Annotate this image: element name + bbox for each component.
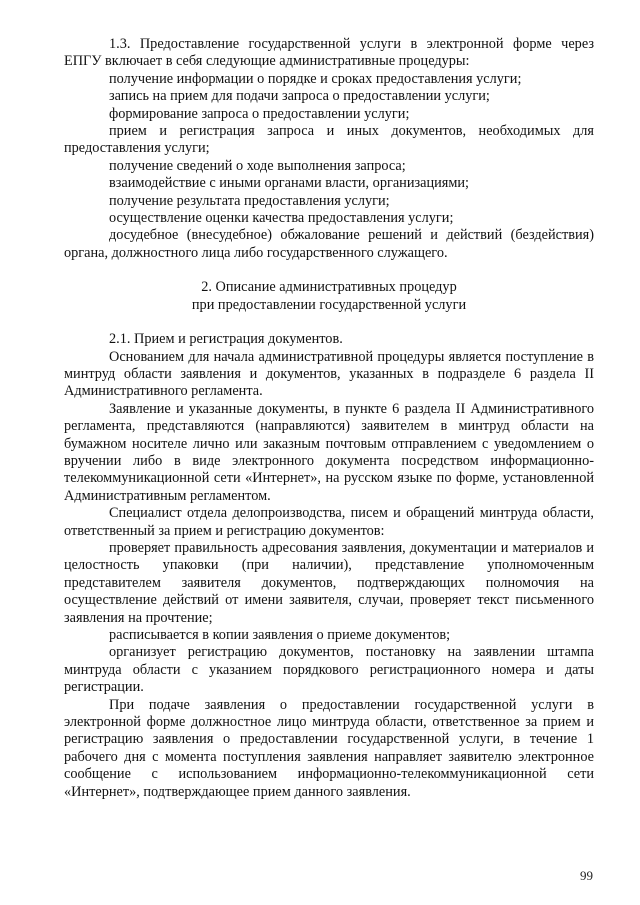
paragraph: При подаче заявления о предоставлении государственной услуги в электронной форме должностное лицо минтруда области, ответственное за прием и регистрацию заявления о предоставлении государственной услуги, в течение 1 рабочего дня с момента поступления заявления направляет заявителю электронное сообщение с использованием информационно-телекоммуникационной сети «Интернет», подтверждающее прием данного заявления. xyxy=(64,696,594,800)
paragraph: Специалист отдела делопроизводства, писем и обращений минтруда области, ответственный за прием и регистрацию документов: xyxy=(64,505,594,539)
list-item: досудебное (внесудебное) обжалование решений и действий (бездействия) органа, должностного лица либо государственного служащего. xyxy=(64,227,594,261)
list-item: взаимодействие с иными органами власти, организациями; xyxy=(109,175,470,192)
section-heading-line-1: 2. Описание административных процедур xyxy=(201,279,457,296)
list-item: расписывается в копии заявления о приеме документов; xyxy=(109,627,451,643)
paragraph-2-1: 2.1. Прием и регистрация документов. xyxy=(109,331,343,348)
paragraph: Заявление и указанные документы, в пункте 6 раздела II Административного регламента, представляются (направляются) заявителем в минтруд области на бумажном носителе лично или заказным почтовым отправлением с уведомлением о вручении либо в виде электронного документа посредством информационно-телекоммуникационной сети «Интернет», на русском языке по форме, установленной Административным регламентом. xyxy=(64,400,594,504)
page-number: 99 xyxy=(580,868,593,883)
list-item: организует регистрацию документов, постановку на заявлении штампа минтруда области с указанием порядкового регистрационного номера и даты регистрации. xyxy=(64,644,594,696)
list-item: запись на прием для подачи запроса о предоставлении услуги; xyxy=(109,88,490,105)
paragraph: Основанием для начала административной процедуры является поступление в минтруд области заявления и документов, указанных в подразделе 6 раздела II Административного регламента. xyxy=(64,348,594,400)
spacer xyxy=(64,262,594,279)
list-item: прием и регистрация запроса и иных документов, необходимых для предоставления услуги; xyxy=(64,123,594,157)
paragraph-1-3: 1.3. Предоставление государственной услуги в электронной форме через ЕПГУ включает в себя следующие административные процедуры: xyxy=(64,36,594,70)
list-item: получение результата предоставления услуги; xyxy=(109,192,390,209)
list-item: получение информации о порядке и сроках предоставления услуги; xyxy=(109,70,522,87)
list-item: проверяет правильность адресования заявления, документации и материалов и целостность упаковки (при наличии), представление уполномоченным представителем заявителя документов, подтверждающих полномочия на осуществление действий от имени заявителя, случаи, проверяет текст письменного заявления на прочтение; xyxy=(64,539,594,626)
list-item: осуществление оценки качества предоставления услуги; xyxy=(109,210,454,227)
section-heading-line-2: при предоставлении государственной услуги xyxy=(191,296,467,313)
spacer xyxy=(64,314,594,331)
list-item: получение сведений о ходе выполнения запроса; xyxy=(109,157,406,174)
list-item: формирование запроса о предоставлении услуги; xyxy=(109,105,410,122)
